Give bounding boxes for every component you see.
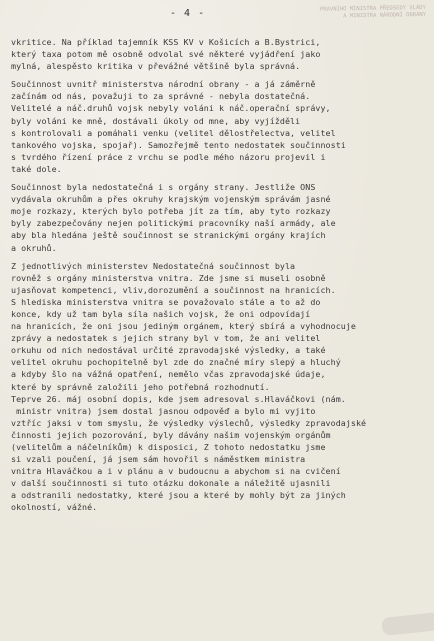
text-line: mylná, alespěsto kritika v převážné většině byla správná. — [11, 61, 301, 72]
text-line: Součinnost uvnitř ministerstva národní obrany - a já záměrně — [11, 79, 316, 90]
text-line: Součinnost byla nedostatečná i s orgány strany. Jestliže ONS — [11, 182, 316, 193]
text-line: s kontrolovali a pomáhali venku (velitel dělostřelectva, velitel — [11, 127, 336, 138]
text-line: okolností, vážné. — [11, 502, 98, 513]
text-line: Z jednotlivých ministerstev Nedostatečná součinnost byla — [11, 260, 296, 271]
text-line: Velitelé a náč.druhů vojsk nebyly voláni k náč.operační správy, — [11, 103, 331, 114]
text-line: aby bla hledána ještě součinnost se stranickými orgány krajích — [11, 230, 326, 241]
text-line: vztříc jaksi v tom smyslu, že výsledky výslechů, výsledky zpravodajské — [11, 417, 367, 428]
text-line: a kdyby šlo na vážná opatření, nemělo včas zpravodajské údaje, — [11, 369, 326, 380]
stamp-line: A MINISTRA NÁRODNÍ OBRANY — [343, 11, 427, 20]
paragraph — [11, 181, 423, 254]
text-line: ministr vnitra) jsem dostal jasnou odpověď a bylo mi vyjito — [11, 405, 316, 416]
page-header — [0, 6, 434, 28]
text-line: S hlediska ministerstva vnitra se považovalo stále a to až do — [11, 296, 321, 307]
text-line: ujasňovat kompetenci, vliv,dorozumění a součinnost na hranicích. — [11, 284, 336, 295]
text-line: byly voláni ke mně, dostávali úkoly od mne, aby vyjížděli — [11, 115, 301, 126]
text-line: a okruhů. — [11, 242, 57, 253]
text-line: činnosti jejich pozorování, byly dávány našim vojenským orgánům — [11, 429, 331, 440]
text-line: vkritice. Na příklad tajemník KSS KV v Košicích a B.Bystrici, — [11, 37, 321, 47]
text-line: tankového vojska, spojař). Samozřejmě tento nedostatek součinnosti — [11, 139, 346, 150]
text-line: které by správně založili jeho potřebná rozhodnutí. — [11, 381, 270, 392]
text-line: orkuhu od nich nedostával určité zpravodajské výsledky, a také — [11, 345, 326, 356]
text-line: zprávy a nedostatek s jejich strany byl v tom, že ani velitel — [11, 333, 321, 344]
text-line: si vzali poučení, já jsem sám hovořil s náměstkem ministra — [11, 454, 306, 465]
text-line: také dole. — [11, 163, 62, 174]
page-smudge — [381, 612, 434, 636]
text-line: na hranicích, že oni jsou jediným orgánem, který sbírá a vyhodnocuje — [11, 321, 356, 332]
text-line: (velitelům a náčelníkům) k disposici, Z tohoto nedostatku jsme — [11, 442, 326, 452]
text-line: začínám od nás, považuji to za správné - nebyla dostatečná. — [11, 91, 311, 102]
text-line: byly zabezpečovány nejen politickými pracovníky naší armády, ale — [11, 218, 336, 229]
archive-stamp — [300, 5, 426, 21]
text-line: velitel okruhu pochopitelně byl zde do značné míry slepý a hluchý — [11, 357, 341, 368]
text-line: vydávala okruhům a přes okruhy krajským vojenským správám jasné — [11, 194, 331, 205]
stamp-line: PRAVNÍHO MÍNISTRA PŘEDSEDY VLÁDY — [319, 4, 426, 13]
text-line: vnitra Hlaváčkou a i v plánu a v budoucnu a abychom si na cvičení — [11, 466, 341, 477]
text-line: s tvrdého řízení práce z vrchu se podle mého názoru projevil i — [11, 151, 326, 162]
text-line: moje rozkazy, kterých bylo potřeba jít za tím, aby tyto rozkazy — [11, 206, 331, 217]
text-line: rovněž s orgány ministerstva vnitra. Zde jsme si museli osobně — [11, 272, 326, 283]
text-line: který taxa potom mě osobně odvolal své některé vyjádření jako — [11, 49, 321, 60]
document-body — [11, 36, 423, 514]
text-line: v další součinnosti si tuto otázku dokonale a náležitě ujasnili — [11, 478, 331, 489]
paragraph — [11, 78, 423, 175]
paragraph — [11, 260, 423, 514]
text-line: konce, kdy už tam byla síla našich vojsk, že oni odpovídají — [11, 308, 311, 319]
paragraph — [11, 36, 423, 72]
text-line: a odstranili nedostatky, které jsou a které by mohly být za jiných — [11, 490, 346, 501]
text-line: Teprve 26. máj osobní dopis, kde jsem adresoval s.Hlaváčkovi (nám. — [11, 393, 346, 404]
page-number: - 4 - — [170, 8, 206, 19]
